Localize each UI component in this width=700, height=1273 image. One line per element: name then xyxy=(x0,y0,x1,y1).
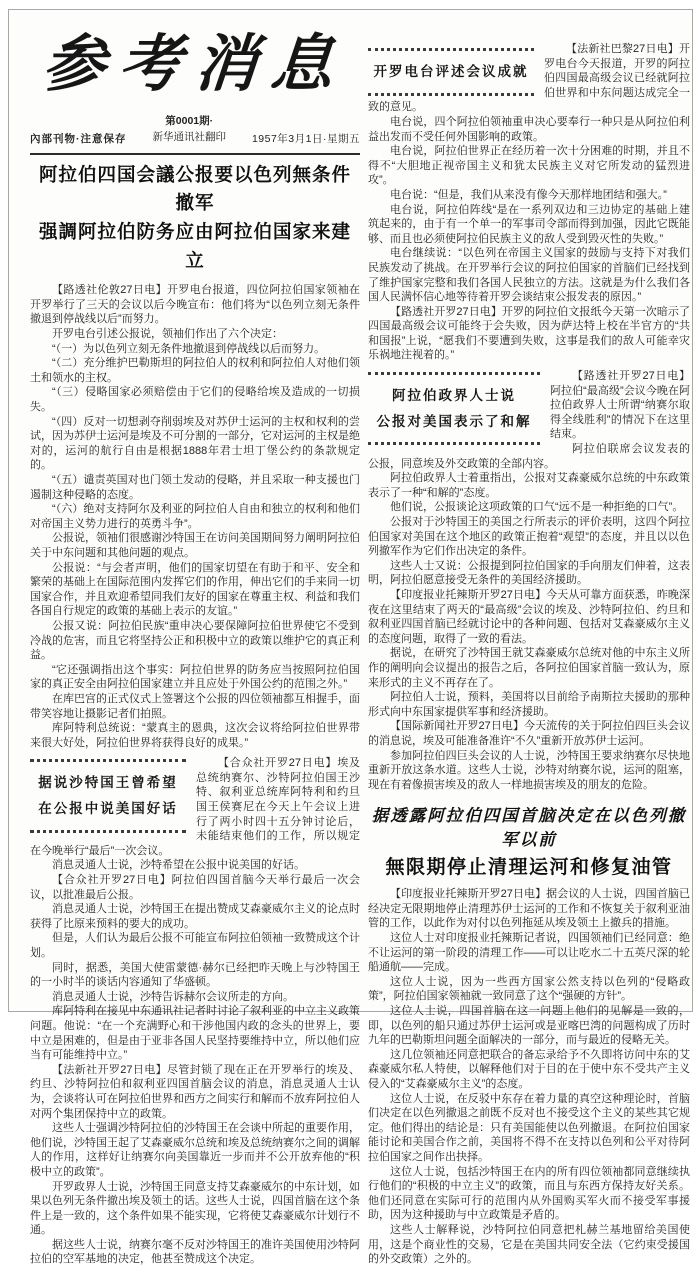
paragraph: 这些人士强调沙特阿拉伯的沙特国王在会谈中所起的重要作用，他们说，沙特国王起了艾森豪威尔总统和埃及总统纳赛尔之间的调解人的作用，这样好让纳赛尔向美国靠近一步而并不公开放弃他的“积极中立的政策”。 xyxy=(30,1122,360,1178)
article5-body xyxy=(368,887,690,1266)
article4-title-line1: 阿拉伯政界人士说 xyxy=(392,388,516,404)
paragraph: 【印度报业托辣斯开罗27日电】今天从可靠方面获悉，昨晚深夜在这里结束了两天的“最高级”会议的埃及、沙特阿拉伯、约旦和叙利亚四国首脑已经就讨论中的各种问题、包括对艾森豪威尔主义的态度问题，取得了一致的看法。 xyxy=(368,588,690,645)
paragraph: 这些人士又说：公报提到阿拉伯国家的手向朋友们伸着，这表明，阿拉伯愿意接受无条件的美国经济援助。 xyxy=(368,559,690,587)
paragraph: 但是，人们认为最后公报不可能宣布阿拉伯领袖一致赞成这个计划。 xyxy=(30,932,360,959)
internal-note: 內部刊物·注意保存 xyxy=(30,132,127,145)
article3-box-title xyxy=(368,48,534,96)
paragraph: 【路透社开罗27日电】开罗的阿拉伯文报纸今天第一次暗示了四国最高级会议可能终于会失败，因为萨达特上校在半官方的“共和国报”上说，“愿我们不要遭到失败，这事是我们的敌人可能幸灾乐祸地注视着的。” xyxy=(368,305,690,362)
paragraph: 消息灵通人士说，沙特国王在提出赞成艾森豪威尔主义的论点时获得了比原来预料的要大的成功。 xyxy=(30,903,360,930)
paragraph: 【路透社开罗27日电】阿拉伯“最高级”会议今晚在阿拉伯政界人士所谓“纳赛尔取得全线胜利”的情况下在这里结束。 xyxy=(550,370,690,441)
paragraph: 【路透社伦敦27日电】开罗电台报道，四位阿拉伯国家领袖在开罗举行了三天的会议以后今晚宣布：他们将为“以色列立刻无条件撤退到停战线以后”而努力。 xyxy=(30,284,360,326)
article4 xyxy=(368,369,690,792)
paragraph: “（二）充分维护巴勒斯坦的阿拉伯人的权利和阿拉伯人对他们领土和领水的主权。 xyxy=(30,357,360,384)
paragraph: 消息灵通人士说，沙特告诉赫尔会议所走的方向。 xyxy=(52,990,294,1003)
paragraph: 这位人士说，四国首脑在这一问题上他们的见解是一致的，即，以色列的船只通过苏伊士运河或是亚喀巴湾的问题构成了历时九年的巴勒斯坦问题全面解决的一部分，而与最近的侵略无关。 xyxy=(368,1005,690,1047)
article4-title-line2: 公报对美国表示了和解 xyxy=(376,413,532,429)
paragraph: 这位人士说，包括沙特国王在内的所有四位领袖都同意继续执行他们的“积极的中立主义”的政策，而且与东西方保持友好关系。他们还同意在实际可行的范围内从外国购买军火而不接受军事援助，因为这种援助与中立政策是矛盾的。 xyxy=(368,1165,690,1222)
paragraph: 阿拉伯人士说，预料，美国将以目前给予南斯拉夫援助的那种形式向中东国家提供军事和经济援助。 xyxy=(368,691,690,718)
issue-block xyxy=(152,114,226,146)
paragraph: 在库巴宫的正式仪式上签署这个公报的四位领袖都互相握手，面带笑容地让摄影记者们拍照。 xyxy=(30,692,360,720)
masthead-rule xyxy=(30,153,360,155)
article3-title-line1: 开罗电台评述会议成就 xyxy=(373,64,529,79)
article2-box-title xyxy=(30,759,186,832)
paragraph: 这些人士解释说，沙特阿拉伯同意把札赫兰基地留给美国使用，这是个商业性的交易，它是在美国共同安全法（它约束受援国的外交政策）之外的。 xyxy=(368,1223,690,1266)
paragraph: 【法新社开罗27日电】尽管封锁了现在正在开罗举行的埃及、约旦、沙特阿拉伯和叙利亚四国首脑会议的消息，消息灵通人士认为，会谈将认可在阿拉伯世界和西方之间实行和解而不放弃阿拉伯人对两个集团保持中立的政策。 xyxy=(30,1063,360,1120)
paragraph: 开罗电台引述公报说，领袖们作出了六个决定： xyxy=(52,328,283,341)
article1-headline xyxy=(30,161,360,276)
paragraph: 阿拉伯政界人士着重指出，公报对艾森豪威尔总统的中东政策表示了一种“和解的”态度。 xyxy=(368,472,690,499)
paragraph: 公报说：“与会者声明，他们的国家切望在有助于和平、安全和繁荣的基础上在国际范围内发挥它们的作用，伸出它们的手来同一切国家合作，并且欢迎希望同我们友好的国家在尊重主权、利益和我们各国自行规定的政策的基础上表示的友谊。” xyxy=(30,561,360,618)
paragraph: 【国际新闻社开罗27日电】今天流传的关于阿拉伯四巨头会议的消息说，埃及可能准备准许“不久”重新开放苏伊士运河。 xyxy=(368,720,690,747)
paragraph: 这位人士说，因为一些西方国家公然支持以色列的“侵略政策”，阿拉伯国家领袖就一致同意了这个“强硬的方针”。 xyxy=(368,975,690,1003)
paragraph: 【法新社巴黎27日电】开罗电台今天报道，开罗的阿拉伯四国最高级会议已经就阿拉伯世界和中东问题达成完全一致的意见。 xyxy=(368,43,690,114)
paragraph: 这几位领袖还同意把联合的备忘录给予不久即将访问中东的艾森豪威尔私人特使，以解释他们对于目的在于使中东不受共产主义侵入的“艾森豪威尔主义”的态度。 xyxy=(368,1048,690,1090)
paragraph: 同时，据悉，美国大使雷蒙德·赫尔已经把昨天晚上与沙特国王的一小时半的谈话内容通知了华盛顿。 xyxy=(30,961,360,989)
paragraph: 库阿特利总统说：“蒙真主的恩典，这次会议将给阿拉伯世界带来很大好处，阿拉伯世界将获得良好的成果。” xyxy=(30,722,360,749)
paragraph: 参加阿拉伯四巨头会议的人士说，沙特国王要求纳赛尔尽快地重新开放这条水道。这些人士说，沙特对纳赛尔说，运河的阻塞，现在有着像损害埃及的敌人一样地损害埃及的朋友的危险。 xyxy=(368,749,690,791)
article3 xyxy=(368,42,690,363)
right-column xyxy=(368,42,690,1267)
paragraph: 公报说，领袖们很感谢沙特国王在访问美国期间努力阐明阿拉伯关于中东问题和其他问题的观点。 xyxy=(30,532,360,559)
paragraph: 他们说，公报谈论这项政策的口气“远不是一种拒绝的口气”。 xyxy=(390,501,684,514)
paragraph: 电台说，阿拉伯阵线“是在一系列双边和三边协定的基础上建筑起来的，由于有一个单一的军事司令部而得到加强，因此它既能够、而且也必须使阿拉伯民族主义的敌人受到毁灭性的失败。” xyxy=(368,203,690,245)
paragraph: 公报又说：阿拉伯民族“重申决心要保障阿拉伯世界使它不受到冷战的危害，而且它将坚持公正和积极中立的政策以维护它的真正利益。 xyxy=(30,619,360,662)
paragraph: 公报对于沙特国王的美国之行所表示的评价表明，这四个阿拉伯国家对美国在这个地区的政策正抱着“观望”的态度，并且以以色列撤军作为它们作出决定的条件。 xyxy=(368,516,690,558)
masthead-info-row xyxy=(30,114,360,146)
article1-body xyxy=(30,283,360,750)
paragraph: 电台说：“但是，我们从来没有像今天那样地团结和强大。” xyxy=(390,188,667,201)
paragraph: 【合众社开罗27日电】阿拉伯四国首脑今天举行最后一次会议，以批准最后公报。 xyxy=(30,874,360,901)
article2 xyxy=(30,756,360,1267)
paragraph: 据说，在研究了沙特国王就艾森豪威尔总统对他的中东主义所作的阐明向会议提出的报告之后，各阿拉伯国家首脑一致认为，原来形式的主义不再存在了。 xyxy=(368,647,690,689)
article2-title-line1: 据说沙特国王曾希望 xyxy=(38,775,178,791)
article1-headline-line1: 阿拉伯四国会議公报要以色列無条件撤军 xyxy=(38,163,351,214)
paragraph: 这位人士说，在反驳中东存在着力量的真空这种理论时，首脑们决定在以色列撤退之前既不反对也不接受这个主义的某些其它规定。他们得出的结论是：只有美国能使以色列撤退。在阿拉伯国家能讨论和美国合作之前，美国将不得不在支持以色列和公平对待阿拉伯国家之间作出抉择。 xyxy=(368,1092,690,1163)
paragraph: 【印度报业托辣斯开罗27日电】据会议的人士说，四国首脑已经决定无限期地停止清理苏伊士运河的工作和不恢复关于叙利亚油管的工作，以此作为对付以色列拖延从埃及领土上撤兵的措施。 xyxy=(368,888,690,930)
issue-number: 第0001期· xyxy=(165,115,214,128)
paragraph: “（五）谴责英国对也门领土发动的侵略，并且采取一种支援也门遏制这种侵略的态度。 xyxy=(30,474,360,501)
article2-title-line2: 在公报中说美国好话 xyxy=(38,800,178,816)
paragraph: “它还强调指出这个事实：阿拉伯世界的防务应当按照阿拉伯国家的真正安全由阿拉伯国家建立并且应处于外国公约的范围之外。” xyxy=(30,663,360,691)
paragraph: 电台说，四个阿拉伯领袖重申决心要奉行一种只是从阿拉伯利益出发而不受任何外国影响的政策。 xyxy=(368,115,690,143)
paragraph: 消息灵通人士说，沙特希望在公报中说美国的好话。 xyxy=(52,859,305,872)
masthead-title: 参考消息 xyxy=(39,27,351,100)
article5-headline-bold: 無限期停止清理运河和修复油管 xyxy=(385,857,673,879)
issue-date: 1957年3月1日·星期五 xyxy=(251,132,360,145)
article4-box-title xyxy=(368,372,540,445)
paragraph: “（四）反对一切想剥夺削弱埃及对苏伊士运河的主权和权利的尝试，因为苏伊士运河是埃及不可分割的一部分，它对运河的主权是绝对的，运河的航行自由是根据1888年君士坦丁堡公约的条款规定的。 xyxy=(30,415,360,472)
article1-headline-line2: 强調阿拉伯防务应由阿拉伯国家来建立 xyxy=(38,220,351,271)
paragraph: 阿拉伯联席会议发表的公报，同意埃及外交政策的全部内容。 xyxy=(368,443,690,470)
paragraph: 电台说，阿拉伯世界正在经历着一次十分困难的时期，并且不得不“大胆地正视帝国主义和犹太民族主义对它所发动的猛烈进攻”。 xyxy=(368,145,690,187)
paragraph: 电台继续说：“以色列在帝国主义国家的鼓励与支持下对我们民族发动了挑战。在开罗举行会议的阿拉伯国家的首脑们已经找到了维护国家完整和我们各国人民独立的方法。这就是为什么我们各国人民满怀信心地等待着开罗会谈结束公报发表的原因。” xyxy=(368,247,690,304)
paragraph: 据这些人士说，纳赛尔毫不反对沙特国王的准许美国使用沙特阿拉伯的空军基地的决定，他甚至赞成这个决定。 xyxy=(30,1238,360,1266)
paragraph: 库阿特利在接见中东通讯社记者时讨论了叙利亚的中立主义政策问题。他说：“在一个充满野心和干涉他国内政的念头的世界上，要中立是困难的，但是由于亚非各国人民坚持要维持中立，所以他们应当有可能维持中立。” xyxy=(30,1005,360,1062)
paragraph: “（一）为以色列立刻无条件地撤退到停战线以后而努力。 xyxy=(52,342,326,355)
paragraph: 开罗政界人士说，沙特国王同意支持艾森豪威尔的中东计划，如果以色列无条件撤出埃及领土的话。这些人士说，四国首脑在这个条件上是一致的，这个条件如果不能实现，它将使艾森豪威尔计划行不通。 xyxy=(30,1180,360,1237)
article5 xyxy=(368,802,690,1266)
paragraph: “（三）侵略国家必须赔偿由于它们的侵略给埃及造成的一切损失。 xyxy=(30,386,360,414)
paragraph: 这位人士对印度报业托辣斯记者说，四国领袖们已经同意：绝不让运河的第一阶段的清理工作——可以让吃水二十五英尺深的轮船通航——完成。 xyxy=(368,932,690,974)
paragraph: “（六）绝对支持阿尔及利亚的阿拉伯人自由和独立的权利和他们对帝国主义势力进行的英勇斗争”。 xyxy=(30,503,360,530)
left-column xyxy=(30,16,360,1273)
paragraph: 【合众社开罗27日电】埃及总统纳赛尔、沙特阿拉伯国王沙特、叙利亚总统库阿特利和约旦国王侯赛尼在今天上午会议上进行了两小时四十五分钟讨论后，未能结束他们的工作，所以规定在今晚举行“最后”一次会议。 xyxy=(30,757,360,857)
publisher: 新华通讯社翻印 xyxy=(152,130,226,143)
article5-headline-script: 据透露阿拉伯四国首脑决定在以色列撤军以前 xyxy=(371,806,687,850)
